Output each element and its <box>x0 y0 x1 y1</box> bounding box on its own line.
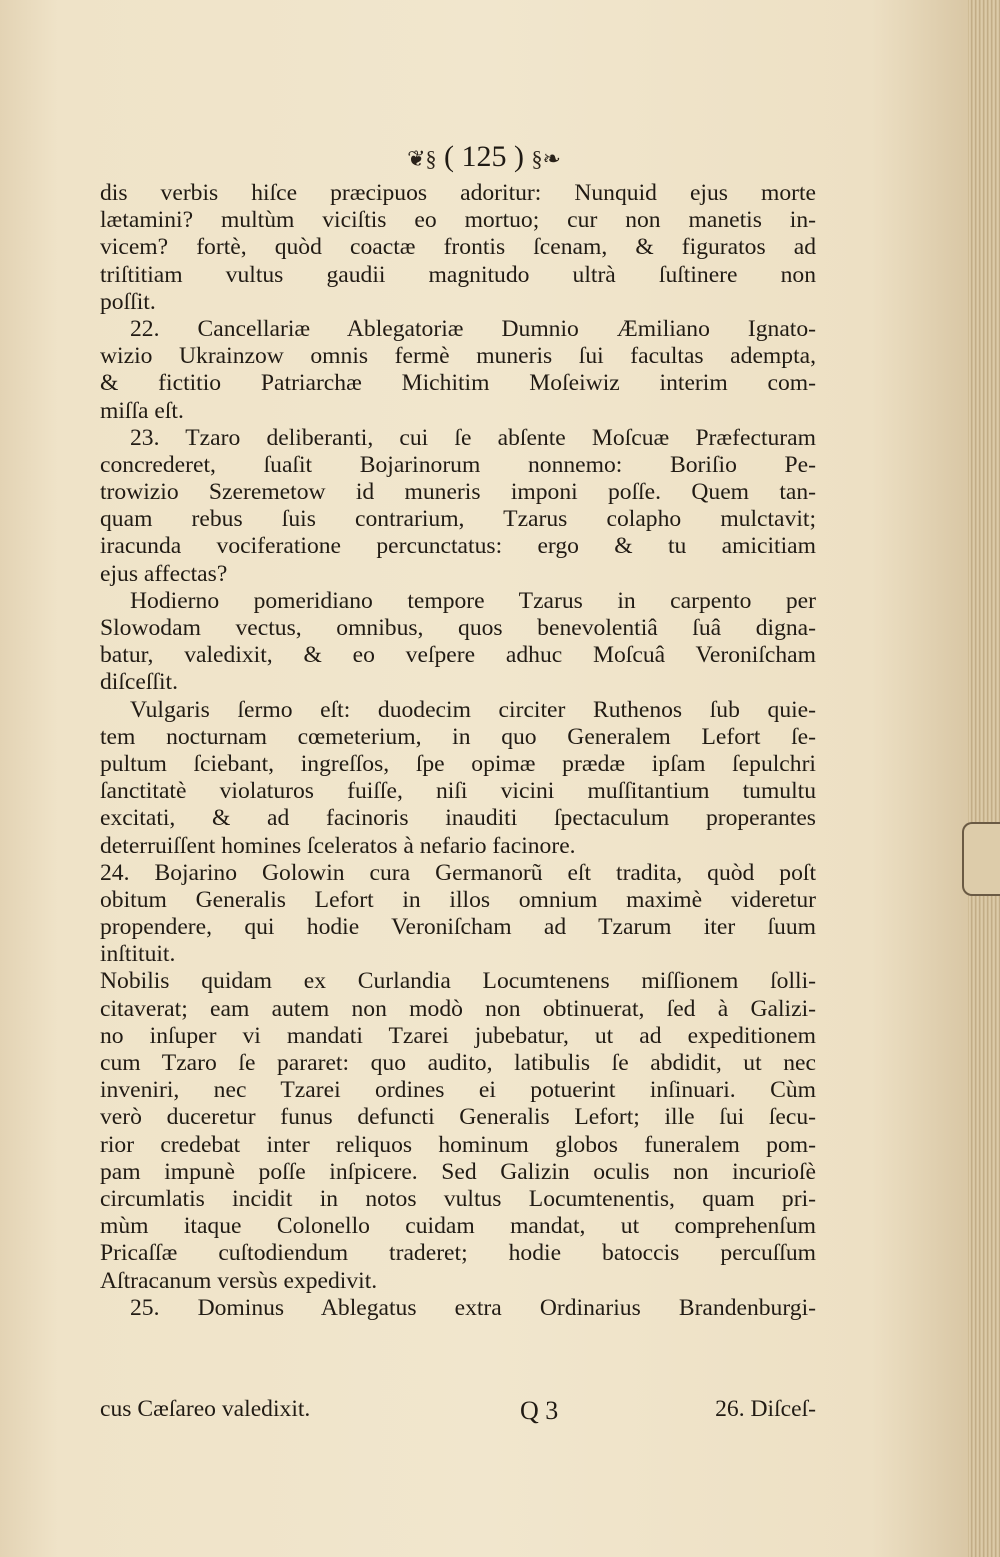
text-line: mùm itaque Colonello cuidam mandat, ut comprehenſum <box>100 1213 816 1240</box>
ornament-right-icon: §❧ <box>531 146 561 171</box>
text-line: rior credebat inter reliquos hominum globos funeralem pom- <box>100 1131 816 1158</box>
text-line: concrederet, ſuaſit Bojarinorum nonnemo: Boriſio Pe- <box>100 451 816 478</box>
text-line: excitati, & ad facinoris inauditi ſpectaculum properantes <box>100 805 816 832</box>
text-line: citaverat; eam autem non modò non obtinuerat, ſed à Galizi- <box>100 995 816 1022</box>
text-line: dis verbis hiſce præcipuos adoritur: Nunquid ejus morte <box>100 180 816 206</box>
text-line: pam impunè poſſe inſpicere. Sed Galizin oculis non incurioſè <box>100 1158 816 1185</box>
page-header <box>0 140 968 174</box>
text-line: inſtituit. <box>100 941 176 968</box>
text-line: Nobilis quidam ex Curlandia Locumtenens miſſionem ſolli- <box>100 968 816 995</box>
text-line: iracunda vociferatione percunctatus: ergo & tu amicitiam <box>100 533 816 560</box>
text-line: pultum ſciebant, ingreſſos, ſpe opimæ prædæ ipſam ſepulchri <box>100 750 816 777</box>
text-line: 25. Dominus Ablegatus extra Ordinarius Brandenburgi- <box>130 1294 816 1321</box>
page-tab <box>962 822 1000 896</box>
text-line: circumlatis incidit in notos vultus Locumtenentis, quam pri- <box>100 1185 816 1212</box>
text-line: quam rebus ſuis contrarium, Tzarus colapho mulctavit; <box>100 506 816 533</box>
text-line: ſanctitatè violaturos fuiſſe, niſi vicini muſſitantium tumultu <box>100 778 816 805</box>
text-line: Pricaſſæ cuſtodiendum traderet; hodie batoccis percuſſum <box>100 1240 816 1267</box>
text-line: lætamini? multùm viciſtis eo mortuo; cur non manetis in- <box>100 207 816 234</box>
text-line: Vulgaris ſermo eſt: duodecim circiter Ruthenos ſub quie- <box>130 696 816 723</box>
text-line: propendere, qui hodie Veroniſcham ad Tzarum iter ſuum <box>100 914 816 941</box>
text-line: & fictitio Patriarchæ Michitim Moſeiwiz interim com- <box>100 370 816 397</box>
ornament-left-icon: ❦§ <box>407 146 437 171</box>
text-line: triſtitiam vultus gaudii magnitudo ultrà ſuſtinere non <box>100 261 816 288</box>
text-line: tem nocturnam cœmeterium, in quo Generalem Lefort ſe- <box>100 723 816 750</box>
text-line: batur, valedixit, & eo veſpere adhuc Moſcuâ Veroniſcham <box>100 642 816 669</box>
text-line: miſſa eſt. <box>100 397 184 424</box>
final-line: cus Cæſareo valedixit. <box>100 1396 311 1422</box>
catchword: 26. Diſceſ- <box>715 1396 816 1422</box>
page-footer <box>100 1396 816 1426</box>
signature-mark: Q 3 <box>520 1396 559 1425</box>
text-line: no inſuper vi mandati Tzarei jubebatur, ut ad expeditionem <box>100 1022 816 1049</box>
text-line: vicem? fortè, quòd coactæ frontis ſcenam, & figuratos ad <box>100 234 816 261</box>
text-line: trowizio Szeremetow id muneris imponi poſſe. Quem tan- <box>100 479 816 506</box>
text-line: inveniri, nec Tzarei ordines ei potuerint inſinuari. Cùm <box>100 1077 816 1104</box>
text-line: Aſtracanum versùs expedivit. <box>100 1267 378 1294</box>
text-line: 24. Bojarino Golowin cura Germanorũ eſt tradita, quòd poſt <box>100 859 816 886</box>
body-text <box>100 180 816 1322</box>
text-line: wizio Ukrainzow omnis fermè muneris ſui facultas adempta, <box>100 343 816 370</box>
page-number: ( 125 ) <box>444 140 524 173</box>
page-edge <box>968 0 1000 1557</box>
text-line: deterruiſſent homines ſceleratos à nefario facinore. <box>100 832 576 859</box>
text-line: ejus affectas? <box>100 560 228 587</box>
text-line: Slowodam vectus, omnibus, quos benevolentiâ ſuâ digna- <box>100 615 816 641</box>
text-line: verò duceretur funus defuncti Generalis Lefort; ille ſui ſecu- <box>100 1104 816 1131</box>
text-line: obitum Generalis Lefort in illos omnium maximè videretur <box>100 886 816 913</box>
text-line: cum Tzaro ſe pararet: quo audito, latibulis ſe abdidit, ut nec <box>100 1050 816 1076</box>
text-line: Hodierno pomeridiano tempore Tzarus in carpento per <box>130 587 816 614</box>
text-line: diſceſſit. <box>100 669 178 696</box>
text-line: 23. Tzaro deliberanti, cui ſe abſente Moſcuæ Præfecturam <box>130 424 816 451</box>
text-line: 22. Cancellariæ Ablegatoriæ Dumnio Æmiliano Ignato- <box>130 315 816 342</box>
text-line: poſſit. <box>100 288 156 315</box>
